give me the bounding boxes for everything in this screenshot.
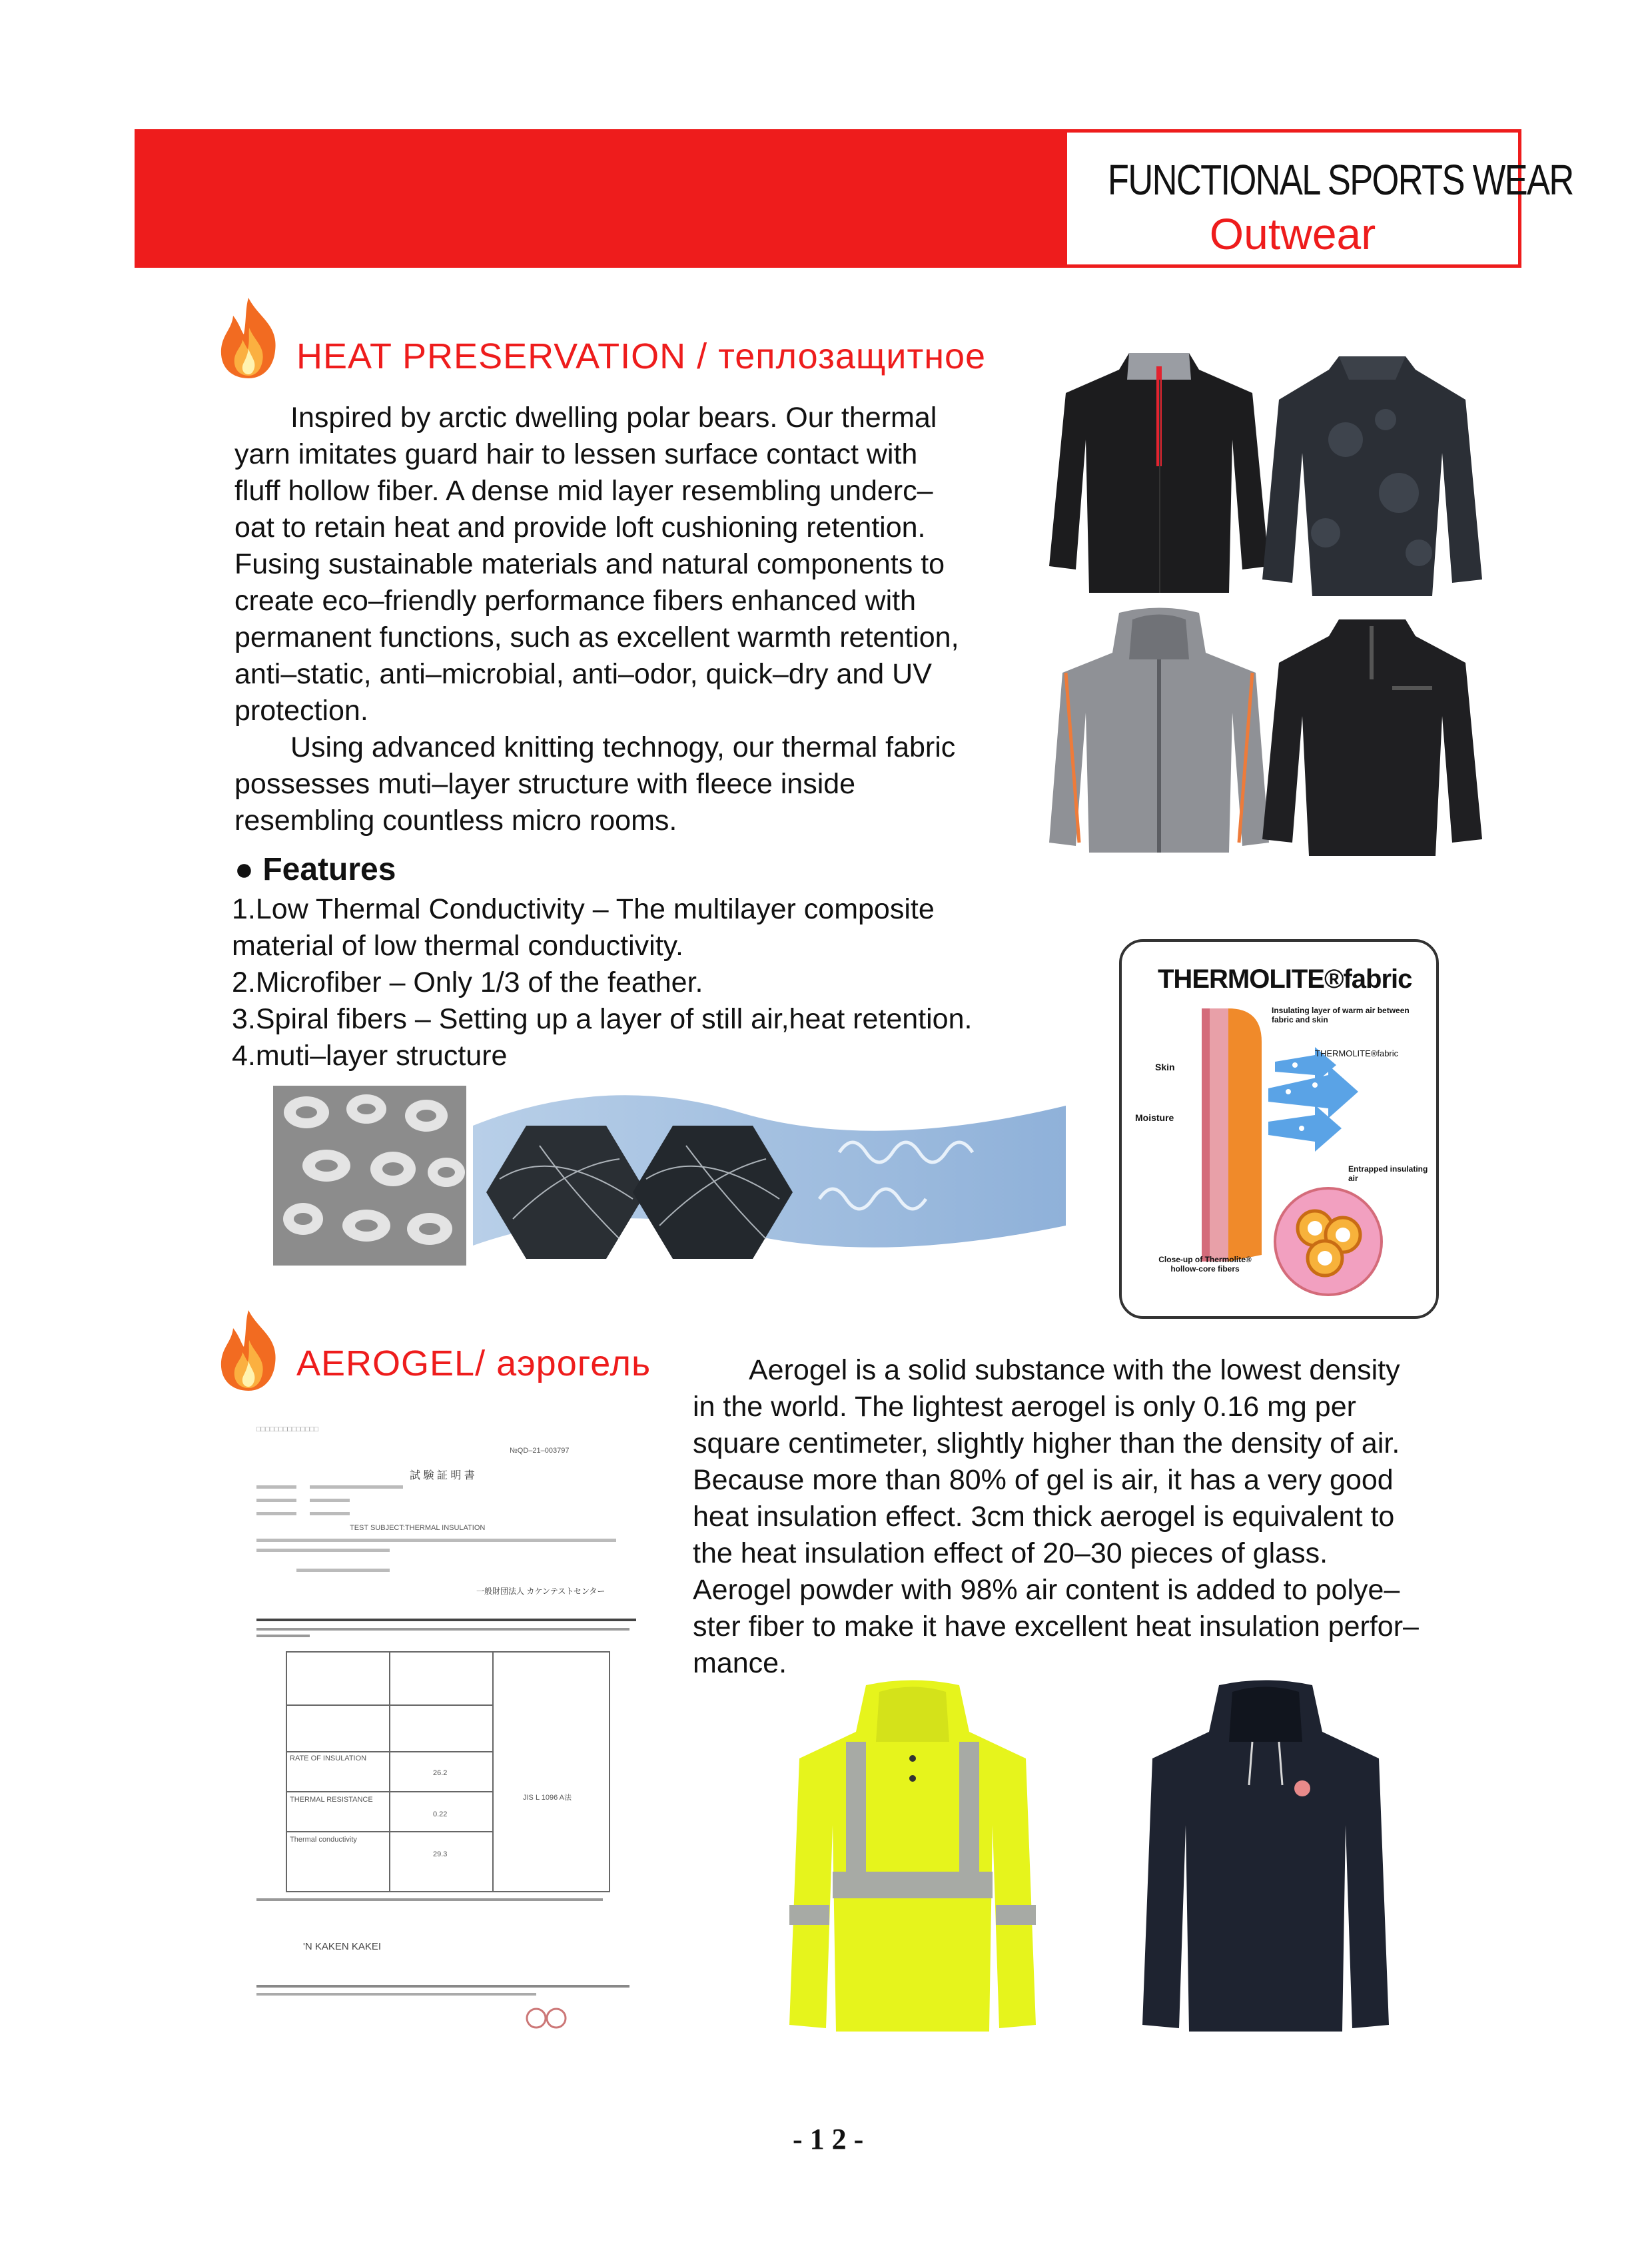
thermolite-label-entrapped: Entrapped insulating air [1348, 1164, 1428, 1183]
black-zip-jacket-image [1039, 340, 1279, 599]
feature-item: material of low thermal conductivity. [232, 930, 683, 962]
feature-item: 2.Microfiber – Only 1/3 of the feather. [232, 966, 703, 998]
text-line: protection. [234, 695, 368, 727]
black-quarter-zip-image [1252, 606, 1492, 859]
cert-row1-label: RATE OF INSULATION [290, 1754, 367, 1762]
cert-text-lines [256, 1485, 636, 1579]
heat-heading: HEAT PRESERVATION / теплозащитное [296, 336, 987, 376]
test-certificate-image [250, 1419, 643, 2032]
cert-method: JIS L 1096 A法 [523, 1794, 572, 1802]
cert-subject: TEST SUBJECT:THERMAL INSULATION [350, 1524, 486, 1532]
features-list [232, 891, 972, 1074]
text-line: resembling countless micro rooms. [234, 805, 677, 837]
text-line: Because more than 80% of gel is air, it has a very good [693, 1464, 1394, 1496]
cert-row2-label: THERMAL RESISTANCE [290, 1796, 373, 1804]
cert-footer: 'N KAKEN KAKEI [303, 1941, 382, 1952]
thermolite-label-closeup: Close-up of Thermolite® hollow-core fibers [1158, 1255, 1252, 1274]
text-line: Fusing sustainable materials and natural components to [234, 548, 945, 580]
header-red-bar [135, 129, 1064, 268]
cert-row3-value: 29.3 [433, 1850, 448, 1858]
flame-icon [212, 294, 285, 381]
flame-icon [212, 1307, 285, 1393]
header-title-box [1064, 129, 1573, 268]
text-line: yarn imitates guard hair to lessen surface contact with [234, 438, 918, 470]
aerogel-heading: AEROGEL/ аэрогель [296, 1343, 651, 1383]
feature-item: 4.muti–layer structure [232, 1040, 508, 1072]
text-line: Aerogel powder with 98% air content is added to polye– [693, 1574, 1400, 1606]
grey-hoodie-image [1039, 606, 1279, 859]
text-line: Aerogel is a solid substance with the lowest density [749, 1354, 1400, 1386]
thermolite-label-brand: THERMOLITE®fabric [1315, 1048, 1399, 1058]
camo-polo-image [1252, 340, 1492, 599]
text-line: anti–static, anti–microbial, anti–odor, quick–dry and UV [234, 658, 932, 690]
text-line: possesses muti–layer structure with fleece inside [234, 768, 856, 800]
feature-item: 3.Spiral fibers – Setting up a layer of still air,heat retention. [232, 1003, 973, 1035]
text-line: create eco–friendly performance fibers enhanced with [234, 585, 917, 617]
cert-seals [256, 1985, 636, 2032]
text-line: mance. [693, 1647, 787, 1679]
thermolite-label-moisture: Moisture [1135, 1112, 1174, 1123]
header-title: FUNCTIONAL SPORTS WEAR [1107, 156, 1573, 204]
text-line: permanent functions, such as excellent warmth retention, [234, 621, 959, 653]
text-line: the heat insulation effect of 20–30 pieces of glass. [693, 1537, 1328, 1569]
fiber-structure-images [273, 1086, 1066, 1266]
heat-paragraph-1 [234, 400, 1034, 839]
cert-stamp-text: □□□□□□□□□□□□□□ [256, 1425, 319, 1433]
yellow-reflective-hoodie-image [779, 1679, 1046, 2038]
feature-item: 1.Low Thermal Conductivity – The multilayer composite [232, 893, 935, 925]
cert-row2-value: 0.22 [433, 1810, 448, 1818]
text-line: oat to retain heat and provide loft cushioning retention. [234, 512, 926, 544]
cert-row3-label: Thermal conductivity [290, 1836, 357, 1844]
cert-number: №QD–21–003797 [510, 1447, 570, 1455]
text-line: fluff hollow fiber. A dense mid layer resembling underc– [234, 475, 933, 507]
navy-hoodie-image [1132, 1679, 1399, 2038]
thermolite-label-skin: Skin [1155, 1062, 1175, 1072]
cert-issuer: 一般財団法人 カケンテストセンター [476, 1587, 606, 1596]
text-line: ster fiber to make it have excellent heat insulation perfor– [693, 1611, 1419, 1643]
text-line: Inspired by arctic dwelling polar bears. Our thermal [290, 402, 937, 434]
text-line: in the world. The lightest aerogel is only 0.16 mg per [693, 1391, 1356, 1423]
thermolite-label-top: Insulating layer of warm air between fabric and skin [1272, 1006, 1410, 1024]
header-subtitle: Outwear [1209, 209, 1376, 258]
thermolite-diagram-card [1119, 939, 1439, 1319]
page-number: - 1 2 - [793, 2123, 864, 2155]
cert-row1-value: 26.2 [433, 1769, 448, 1777]
features-title: ● Features [234, 852, 396, 887]
text-line: square centimeter, slightly higher than the density of air. [693, 1427, 1400, 1459]
cert-title: 試 験 証 明 書 [410, 1470, 475, 1481]
text-line: heat insulation effect. 3cm thick aerogel is equivalent to [693, 1501, 1395, 1533]
aerogel-paragraph [693, 1352, 1519, 1682]
thermolite-title: THERMOLITE®fabric [1158, 964, 1412, 994]
text-line: Using advanced knitting technogy, our thermal fabric [290, 731, 956, 763]
